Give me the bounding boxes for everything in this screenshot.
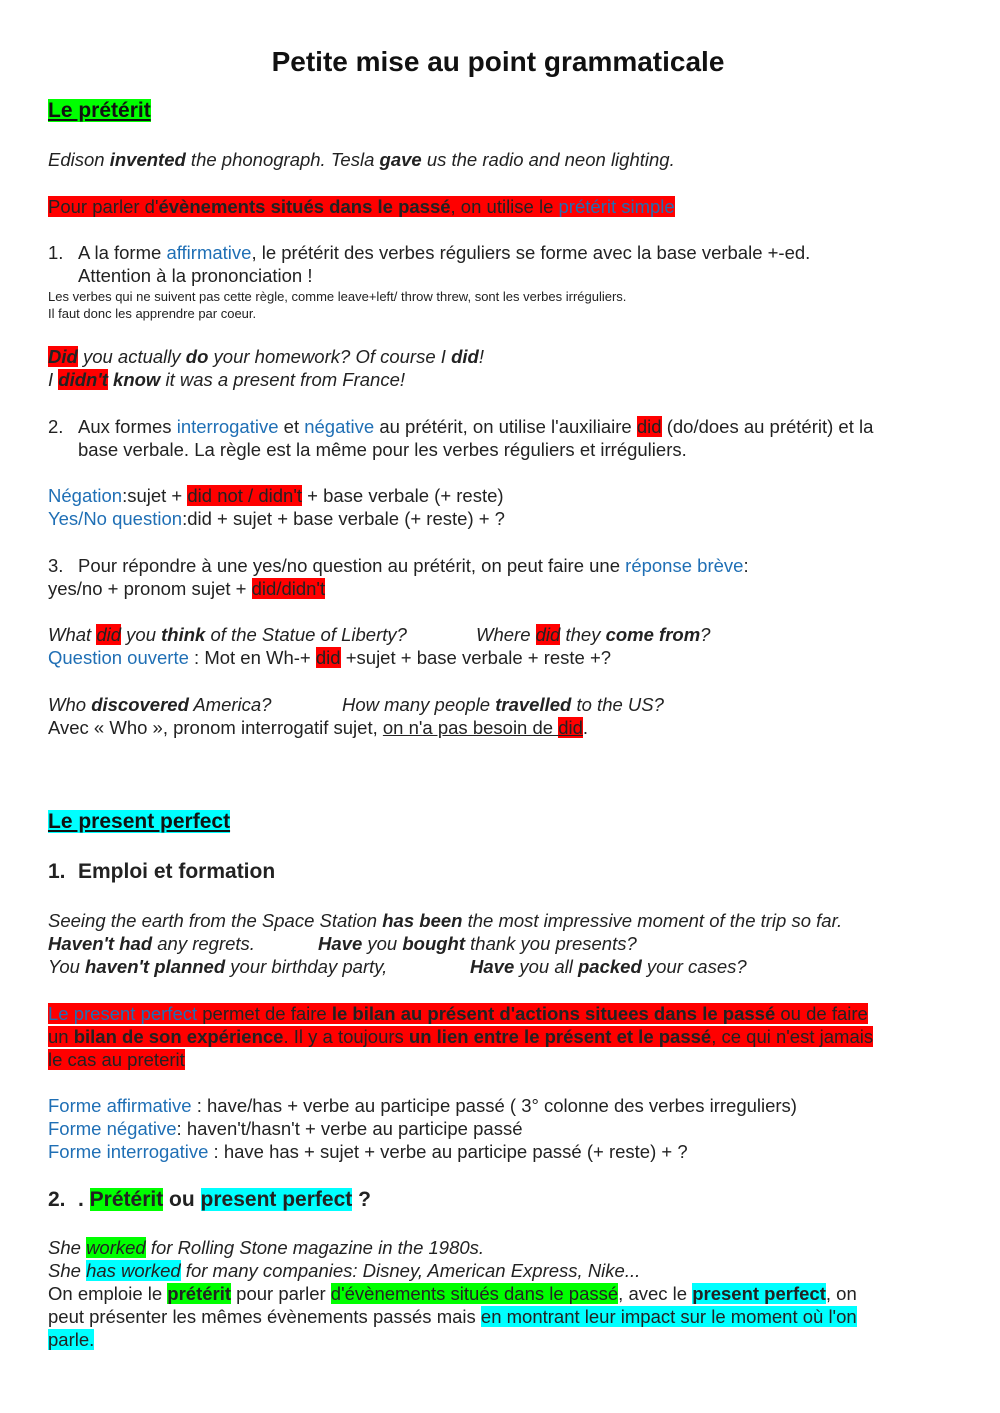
pp-rule-line1: Le present perfect permet de faire le bilan au présent d'actions situees dans le passé ou de faire — [48, 1003, 868, 1024]
preterit-note-1: Les verbes qui ne suivent pas cette règle, comme leave+left/ throw threw, sont les verbes irréguliers. — [48, 289, 627, 304]
preterit-open-question-rule: Question ouverte : Mot en Wh-+ did +sujet + base verbale + reste +? — [48, 647, 612, 668]
preterit-point-3: 3. Pour répondre à une yes/no question au prétérit, on peut faire une réponse brève: — [48, 555, 749, 576]
pp-example-rolling-stone: She worked for Rolling Stone magazine in the 1980s. — [48, 1237, 485, 1258]
pp-form-affirmative: Forme affirmative : have/has + verbe au participe passé ( 3° colonne des verbes irreguliers) — [48, 1095, 797, 1116]
pp-example-party: You haven't planned your birthday party, — [48, 956, 388, 977]
pp-example-bought: Have you bought thank you presents? — [318, 933, 637, 954]
preterit-rule: Pour parler d'évènements situés dans le passé, on utilise le prétérit simple — [48, 196, 675, 217]
pp-form-interrogative: Forme interrogative : have has + sujet + verbe au participe passé (+ reste) + ? — [48, 1141, 688, 1162]
pp-example-regrets: Haven't had any regrets. — [48, 933, 255, 954]
preterit-point-2: 2. Aux formes interrogative et négative au prétérit, on utilise l'auxiliaire did (do/does au prétérit) et la — [48, 416, 874, 437]
pp-example-companies: She has worked for many companies: Disney, American Express, Nike... — [48, 1260, 641, 1281]
preterit-example-who: Who discovered America? — [48, 694, 272, 715]
pp-comparison-line2: peut présenter les mêmes évènements passés mais en montrant leur impact sur le moment où l'on — [48, 1306, 857, 1327]
pp-example-packed: Have you all packed your cases? — [470, 956, 747, 977]
preterit-example-howmany: How many people travelled to the US? — [342, 694, 664, 715]
preterit-note-2: Il faut donc les apprendre par coeur. — [48, 306, 257, 321]
preterit-point-1: 1. A la forme affirmative, le prétérit des verbes réguliers se forme avec la base verbale +-ed. — [48, 242, 811, 263]
preterit-example-present: I didn't know it was a present from France! — [48, 369, 406, 390]
preterit-example-edison: Edison invented the phonograph. Tesla gave us the radio and neon lighting. — [48, 149, 675, 170]
pp-comparison-line3: parle. — [48, 1329, 95, 1350]
pp-subheading-2: 2. . Prétérit ou present perfect ? — [48, 1188, 371, 1211]
section-heading-present-perfect: Le present perfect — [48, 810, 231, 833]
pp-rule-line3: le cas au preterit — [48, 1049, 185, 1070]
preterit-point-3-line2: yes/no + pronom sujet + did/didn't — [48, 578, 326, 599]
pp-rule-line2: un bilan de son expérience. Il y a toujours un lien entre le présent et le passé, ce qui n'est jamais — [48, 1026, 874, 1047]
pp-form-negative: Forme négative: haven't/hasn't + verbe au participe passé — [48, 1118, 523, 1139]
preterit-who-rule: Avec « Who », pronom interrogatif sujet, on n'a pas besoin de did. — [48, 717, 589, 738]
section-heading-preterit: Le prétérit — [48, 99, 151, 122]
pp-example-space: Seeing the earth from the Space Station has been the most impressive moment of the trip so far. — [48, 910, 843, 931]
preterit-example-where: Where did they come from? — [476, 624, 711, 645]
pp-subheading-1: 1. Emploi et formation — [48, 860, 276, 883]
preterit-point-1-line2: Attention à la prononciation ! — [78, 265, 313, 286]
preterit-yesno-rule: Yes/No question:did + sujet + base verbale (+ reste) + ? — [48, 508, 505, 529]
preterit-example-homework: Did you actually do your homework? Of course I did! — [48, 346, 484, 367]
preterit-point-2-line2: base verbale. La règle est la même pour les verbes réguliers et irréguliers. — [78, 439, 687, 460]
pp-comparison-line1: On emploie le prétérit pour parler d'évènements situés dans le passé, avec le present perfect, on — [48, 1283, 857, 1304]
preterit-example-questions: What did you think of the Statue of Liberty? — [48, 624, 407, 645]
page-title: Petite mise au point grammaticale — [271, 46, 725, 77]
preterit-negation-rule: Négation:sujet + did not / didn't + base verbale (+ reste) — [48, 485, 504, 506]
